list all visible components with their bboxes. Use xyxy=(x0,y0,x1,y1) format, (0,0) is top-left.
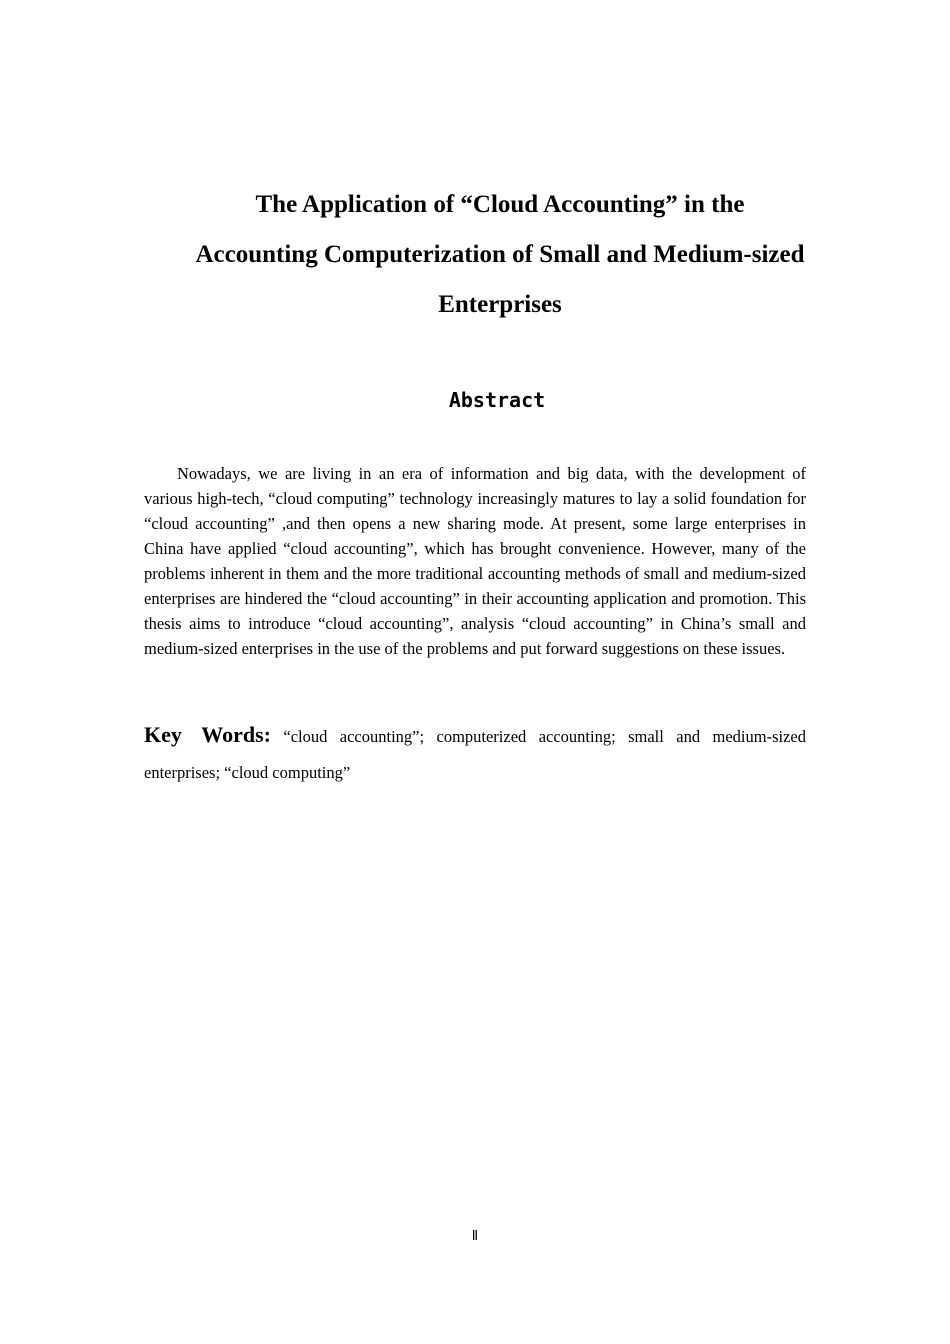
keywords-text: “cloud accounting”; computerized accounting; small and medium-sized enterprises; “cloud computing” xyxy=(144,727,806,782)
abstract-paragraph: Nowadays, we are living in an era of information and big data, with the development of various high-tech, “cloud computing” technology increasingly matures to lay a solid foundation for “cloud accounting” ,and then opens a new sharing mode. At present, some large enterprises in China have applied “cloud accounting”, which has brought convenience. However, many of the problems inherent in them and the more traditional accounting methods of small and medium-sized enterprises are hindered the “cloud accounting” in their accounting application and promotion. This thesis aims to introduce “cloud accounting”, analysis “cloud accounting” in China’s small and medium-sized enterprises in the use of the problems and put forward suggestions on these issues. xyxy=(144,464,806,658)
document-title xyxy=(150,180,850,330)
keywords-section xyxy=(144,717,806,791)
title-line-3: Enterprises xyxy=(438,291,562,318)
abstract-heading: Abstract xyxy=(448,388,546,412)
title-line-2: Accounting Computerization of Small and Medium-sized xyxy=(195,241,805,268)
title-line-1: The Application of “Cloud Accounting” in the xyxy=(255,191,745,218)
keywords-label: Key Words: xyxy=(144,722,271,747)
page-number: Ⅱ xyxy=(471,1229,479,1244)
